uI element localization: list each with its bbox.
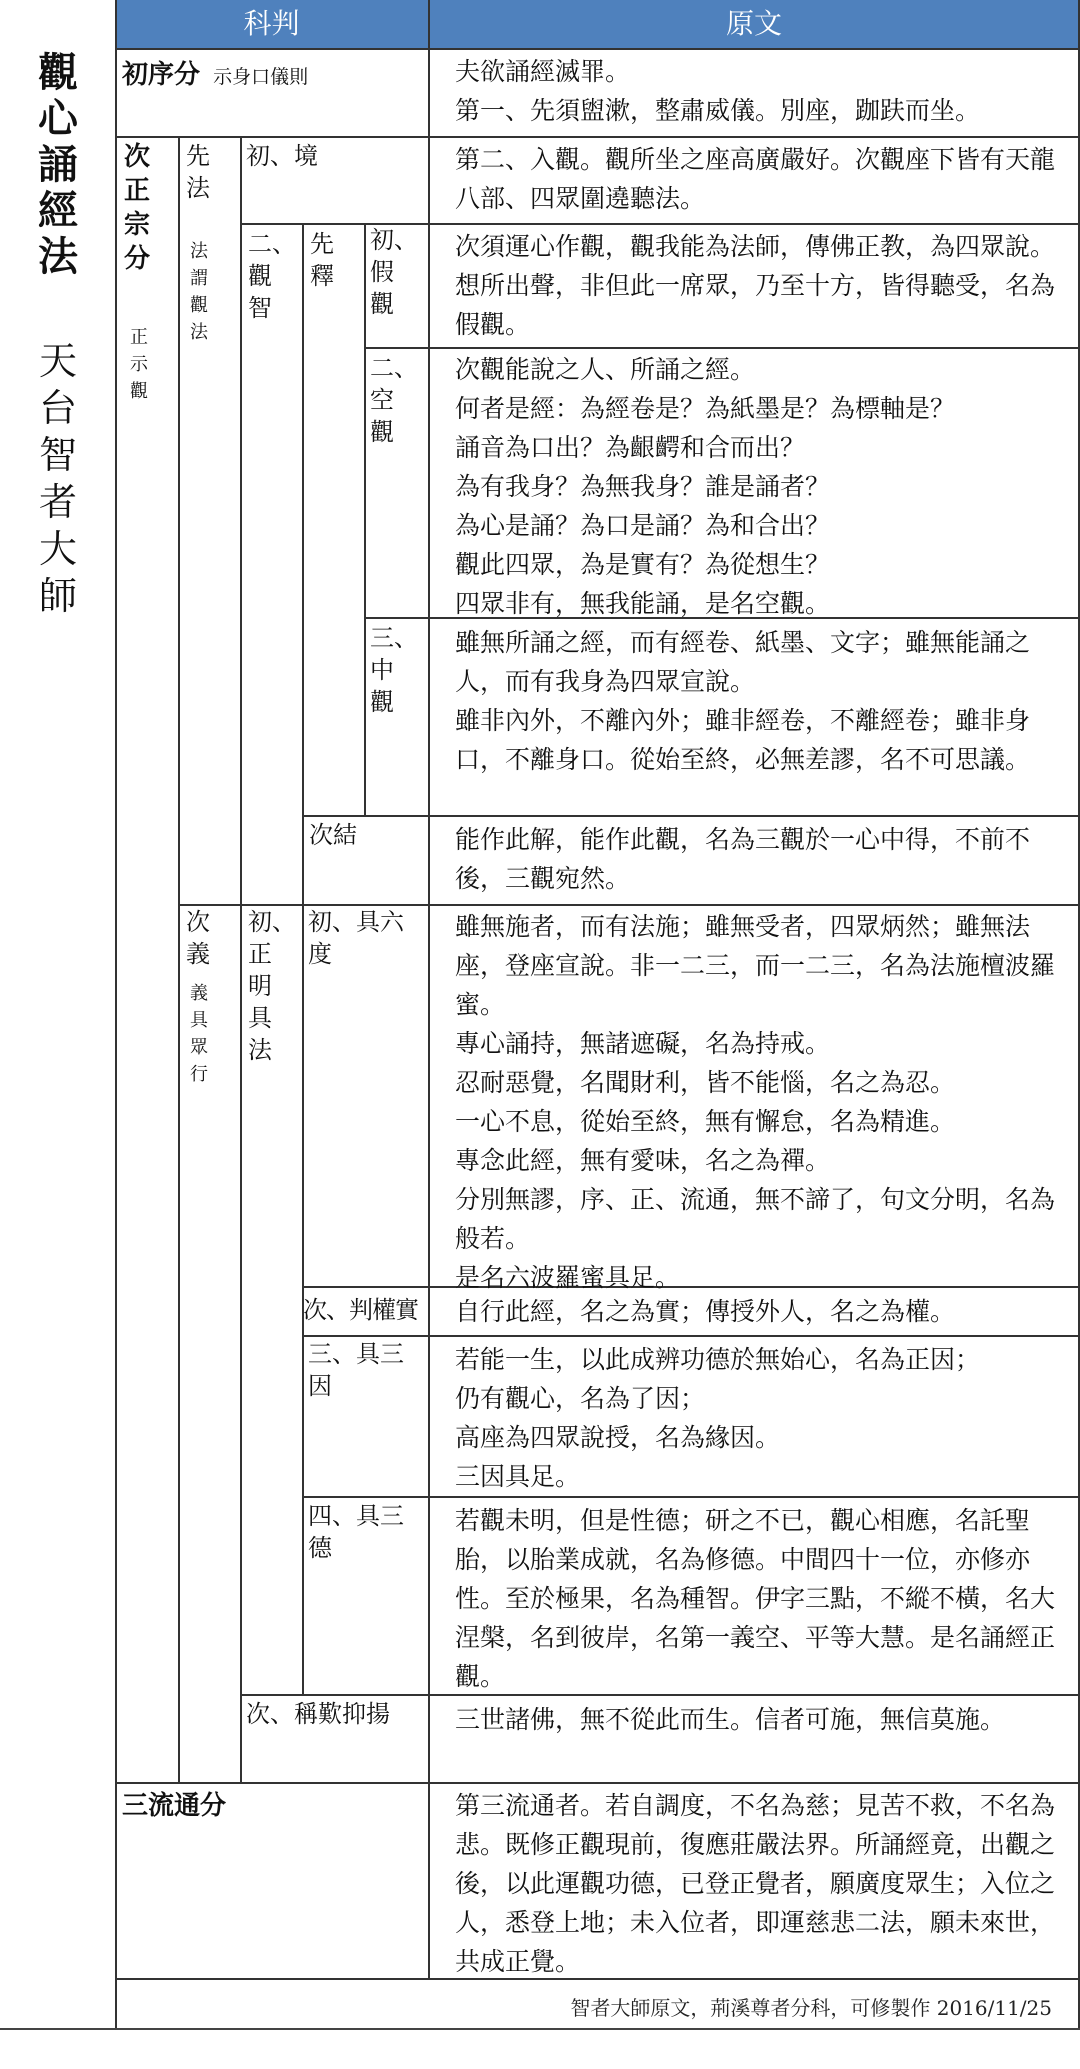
grid-line: [115, 48, 1078, 50]
main-title: 觀 心 誦 經 法: [38, 50, 78, 280]
outline-middle-view: 三、中觀: [370, 624, 418, 716]
outline-three-virtues: 四、具三德: [308, 1502, 404, 1562]
grid-line: [240, 136, 242, 1782]
outline-preface: 初序分 示身口儀則: [122, 60, 309, 90]
header-original-text: 原文: [430, 0, 1078, 48]
text-three-virtues: 若觀未明，但是性德；研之不已，觀心相應，名託聖胎，以胎業成就，名為修德。中間四十一位，亦修亦性。至於極果，名為種智。伊字三點，不縱不橫，名大涅槃，名到彼岸，名第一義空、平等大慧。是名誦經正觀。: [455, 1506, 1056, 1691]
outline-meaning-note: 義具眾行: [190, 983, 208, 1085]
outline-main-section: 次正宗分: [124, 142, 151, 274]
text-provisional-view: 次須運心作觀，觀我能為法師，傳佛正教，為四眾說。想所出聲，非但此一席眾，乃至十方，皆得聽受，名為假觀。: [455, 232, 1056, 339]
outline-meaning: 次義: [186, 908, 210, 968]
outline-main-note: 正示觀: [130, 327, 148, 402]
text-preface: 夫欲誦經滅罪。 第一、先須盥漱，整肅威儀。別座，跏趺而坐。: [455, 57, 981, 125]
text-circulation: 第三流通者。若自調度，不名為慈；見苦不救，不名為悲。既修正觀現前，復應莊嚴法界。所誦經竟，出觀之後，以此運觀功德，已登正覺者，願廣度眾生；入位之人，悉登上地；未入位者，即運慈悲二法，願未來世，共成正覺。: [455, 1791, 1056, 1976]
outline-conclusion: 次結: [309, 821, 357, 849]
grid-line: [364, 347, 1078, 349]
outline-clarify: 初、正明具法: [248, 908, 296, 1064]
outline-method: 先法: [186, 142, 210, 202]
text-empty-view: 次觀能說之人、所誦之經。 何者是經：為經卷是？為紙墨是？為標軸是？ 誦音為口出？為齦齶和合而出？ 為有我身？為無我身？誰是誦者？ 為心是誦？為口是誦？為和合出？ 觀此四眾，為是實有？為從想生？ 四眾非有，無我能誦，是名空觀。: [455, 355, 956, 618]
outline-method-note: 法謂觀法: [190, 241, 208, 343]
outline-six-perfections: 初、具六度: [308, 908, 404, 968]
bottom-rule: [0, 2028, 1080, 2030]
outline-provisional-real: 次、判權實: [303, 1296, 418, 1324]
author-name: 天 台 智 者 大 師: [38, 339, 77, 618]
outline-three-causes: 三、具三因: [308, 1340, 404, 1400]
grid-line: [302, 815, 1078, 817]
grid-line: [115, 136, 1078, 138]
text-three-causes: 若能一生，以此成辨功德於無始心，名為正因； 仍有觀心，名為了因； 高座為四眾說授，名為緣因。 三因具足。: [455, 1345, 981, 1491]
outline-provisional-view: 初、假觀: [370, 226, 418, 318]
text-conclusion: 能作此解，能作此觀，名為三觀於一心中得，不前不後，三觀宛然。: [455, 825, 1031, 893]
text-provisional-real: 自行此經，名之為實；傳授外人，名之為權。: [455, 1297, 956, 1326]
outline-circulation: 三流通分: [122, 1791, 227, 1821]
text-realm: 第二、入觀。觀所坐之座高廣嚴好。次觀座下皆有天龍八部、四眾圍遶聽法。: [455, 145, 1056, 213]
grid-line: [428, 0, 430, 1978]
side-title-panel: [0, 0, 115, 2069]
grid-line: [364, 223, 366, 815]
outline-wisdom: 二、觀智: [248, 230, 296, 322]
footer-credit: 智者大師原文，荊溪尊者分科，可修製作 2016/11/25: [570, 1996, 1052, 2020]
grid-line: [115, 1782, 1078, 1784]
header-outline: 科判: [115, 0, 428, 48]
grid-line: [178, 136, 180, 1782]
text-praise: 三世諸佛，無不從此而生。信者可施，無信莫施。: [455, 1705, 1006, 1734]
outline-realm: 初、境: [246, 142, 318, 170]
grid-line: [302, 1335, 1078, 1337]
outline-praise: 次、稱歎抑揚: [246, 1700, 390, 1728]
outline-explain: 先釋: [310, 230, 334, 290]
text-middle-view: 雖無所誦之經，而有經卷、紙墨、文字；雖無能誦之人，而有我身為四眾宣說。 雖非內外，不離內外；雖非經卷，不離經卷；雖非身口，不離身口。從始至終，必無差謬，名不可思議。: [455, 628, 1031, 774]
grid-line: [240, 223, 1078, 225]
outline-empty-view: 二、空觀: [370, 354, 418, 446]
text-six-perfections: 雖無施者，而有法施；雖無受者，四眾炳然；雖無法座，登座宣說。非一二三，而一二三，名為法施檀波羅蜜。 專心誦持，無諸遮礙，名為持戒。 忍耐惡覺，名聞財利，皆不能惱，名之為忍。 一心不息，從始至終，無有懈怠，名為精進。 專念此經，無有愛味，名之為禪。 分別無謬，序、正、流通，無不諦了，句文分明，名為般若。 是名六波羅蜜具足。: [455, 912, 1056, 1292]
grid-line: [115, 0, 117, 2028]
grid-line: [302, 1496, 1078, 1498]
